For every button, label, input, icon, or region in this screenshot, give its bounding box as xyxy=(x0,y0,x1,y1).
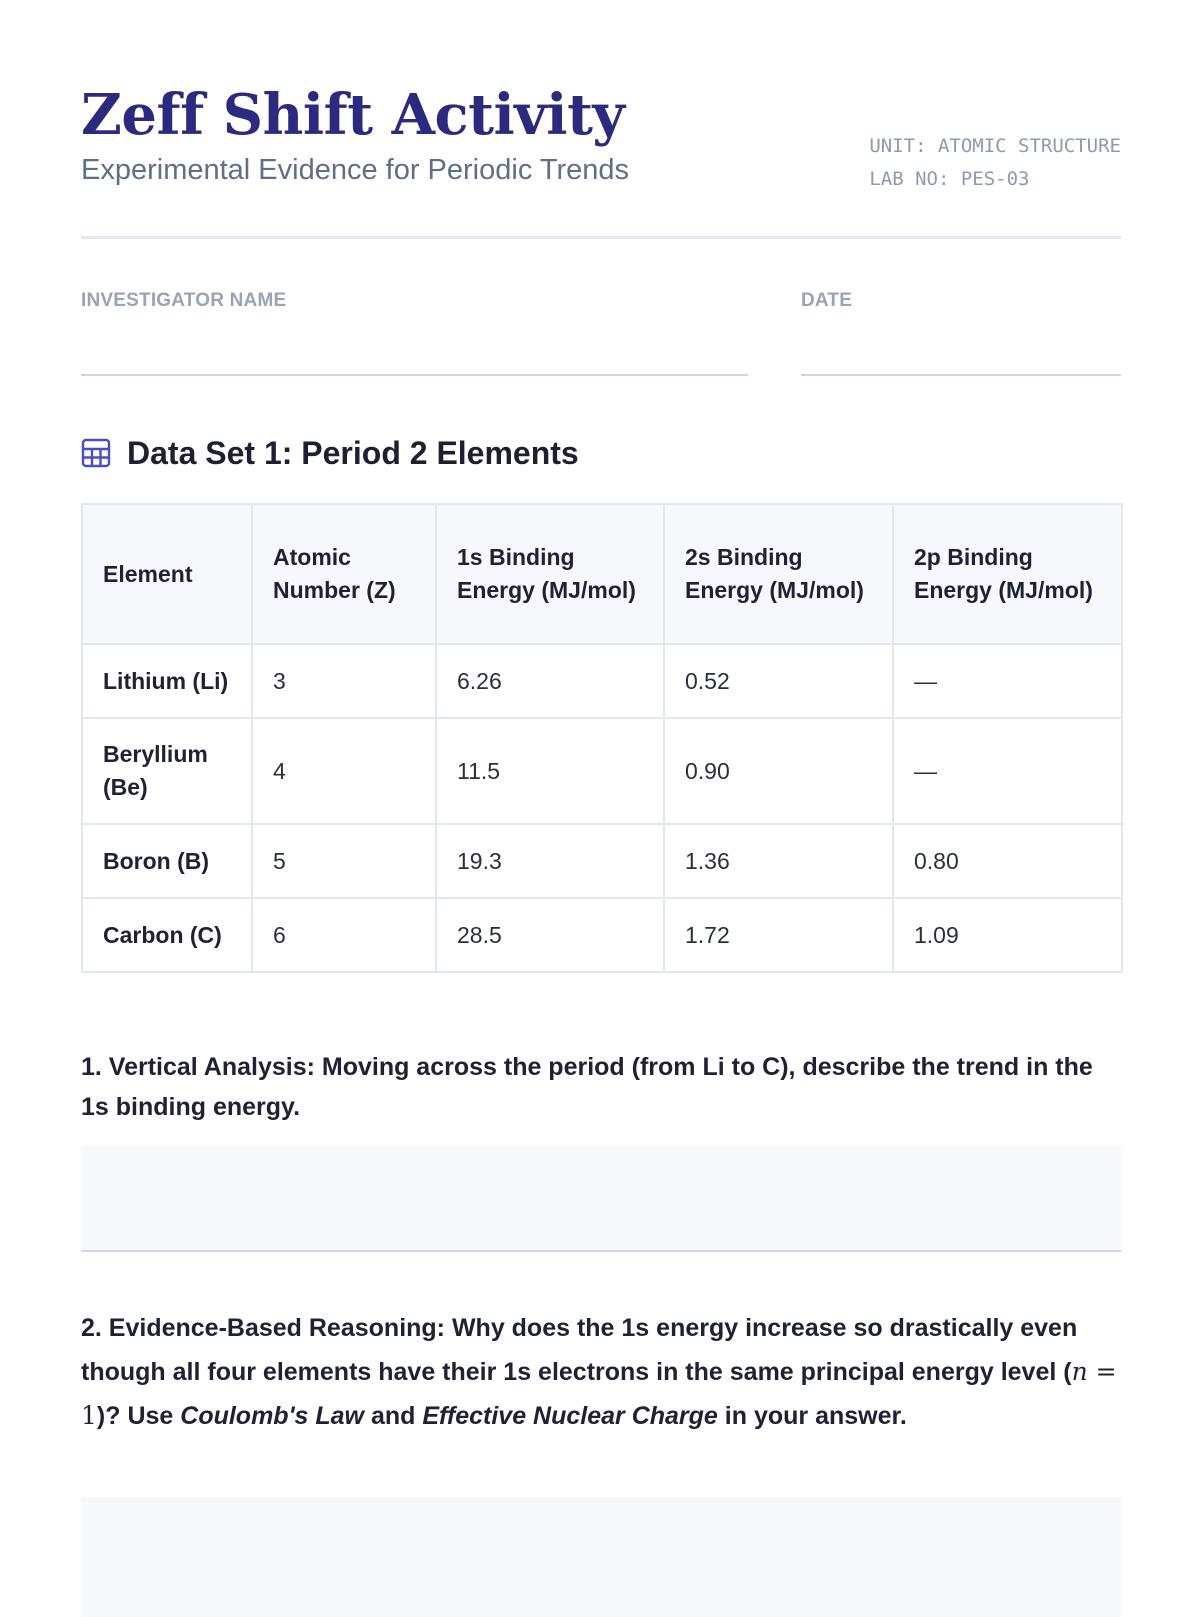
unit-label: UNIT: ATOMIC STRUCTURE xyxy=(869,135,1121,157)
page-title: Zeff Shift Activity xyxy=(81,82,625,148)
table-cell: — xyxy=(893,644,1122,718)
date-input[interactable] xyxy=(801,374,1121,376)
table-cell: 19.3 xyxy=(436,824,664,898)
answer-box-1[interactable] xyxy=(81,1146,1121,1252)
table-cell: 1.36 xyxy=(664,824,893,898)
lab-meta xyxy=(869,130,1121,196)
investigator-name-input[interactable] xyxy=(81,374,748,376)
worksheet-header xyxy=(81,82,1121,239)
lab-number: LAB NO: PES-03 xyxy=(869,168,1030,190)
table-row xyxy=(82,644,1122,718)
table-cell: 1.09 xyxy=(893,898,1122,972)
table-row xyxy=(82,718,1122,824)
table-cell: 0.80 xyxy=(893,824,1122,898)
element-cell: Carbon (C) xyxy=(82,898,252,972)
term-effective-nuclear-charge: Effective Nuclear Charge xyxy=(422,1402,718,1430)
table-cell: 0.90 xyxy=(664,718,893,824)
element-cell: Beryllium (Be) xyxy=(82,718,252,824)
table-header-row xyxy=(82,504,1122,644)
term-coulombs-law: Coulomb's Law xyxy=(180,1402,364,1430)
section-title: Data Set 1: Period 2 Elements xyxy=(127,434,579,471)
column-header: 2s Binding Energy (MJ/mol) xyxy=(664,504,893,644)
table-cell: 0.52 xyxy=(664,644,893,718)
question-1: 1. Vertical Analysis: Moving across the period (from Li to C), describe the trend in the 1s binding energy. xyxy=(81,1053,1093,1121)
question-2-text: 2. Evidence-Based Reasoning: Why does the 1s energy increase so drastically even though all four elements have their 1s electrons in the same principal energy level ( xyxy=(81,1314,1078,1386)
table-cell: 5 xyxy=(252,824,436,898)
table-row xyxy=(82,824,1122,898)
table-cell: — xyxy=(893,718,1122,824)
page-subtitle: Experimental Evidence for Periodic Trends xyxy=(81,154,630,186)
binding-energy-table xyxy=(81,503,1123,973)
element-cell: Lithium (Li) xyxy=(82,644,252,718)
table-cell: 3 xyxy=(252,644,436,718)
table-cell: 6.26 xyxy=(436,644,664,718)
table-cell: 11.5 xyxy=(436,718,664,824)
column-header: Atomic Number (Z) xyxy=(252,504,436,644)
answer-box-2[interactable] xyxy=(81,1497,1121,1617)
data-set-heading xyxy=(81,431,579,475)
element-cell: Boron (B) xyxy=(82,824,252,898)
date-label: DATE xyxy=(801,290,853,311)
table-cell: 1.72 xyxy=(664,898,893,972)
question-2-text: and xyxy=(364,1402,423,1430)
column-header: Element xyxy=(82,504,252,644)
column-header: 2p Binding Energy (MJ/mol) xyxy=(893,504,1122,644)
table-grid-icon xyxy=(81,438,111,468)
question-2 xyxy=(81,1307,1121,1438)
math-value: = 1 xyxy=(81,1357,1117,1430)
date-field xyxy=(801,290,1121,312)
investigator-name-field xyxy=(81,290,748,312)
investigator-name-label: INVESTIGATOR NAME xyxy=(81,290,287,311)
question-2-text: )? Use xyxy=(96,1402,181,1430)
math-variable: n xyxy=(1071,1357,1088,1386)
question-2-text: in your answer. xyxy=(717,1402,907,1430)
table-cell: 6 xyxy=(252,898,436,972)
table-cell: 28.5 xyxy=(436,898,664,972)
table-row xyxy=(82,898,1122,972)
table-cell: 4 xyxy=(252,718,436,824)
column-header: 1s Binding Energy (MJ/mol) xyxy=(436,504,664,644)
